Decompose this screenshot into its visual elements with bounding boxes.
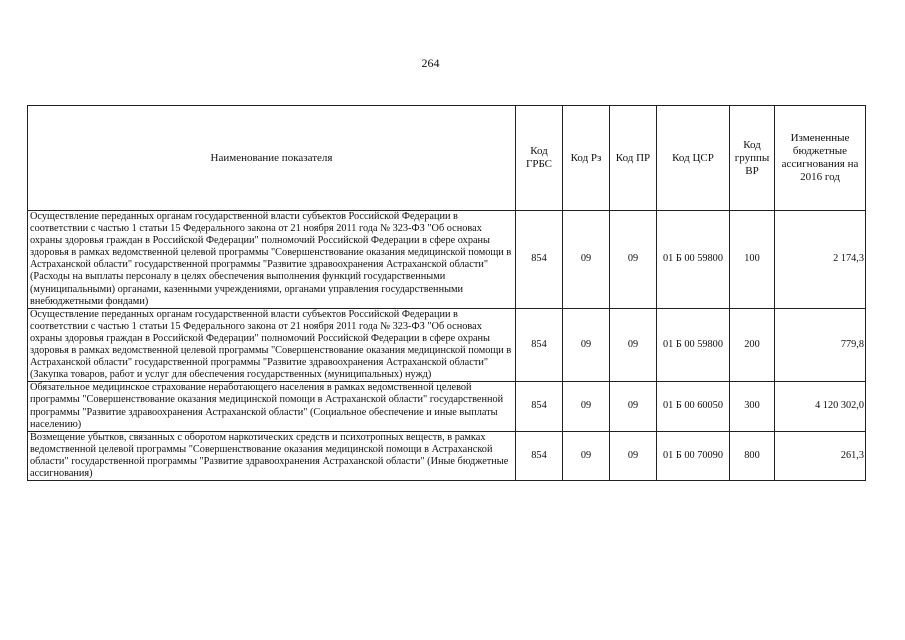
row-amount: 779,8 — [775, 308, 866, 382]
row-grbs: 854 — [516, 382, 563, 431]
row-grbs: 854 — [516, 308, 563, 382]
row-amount: 4 120 302,0 — [775, 382, 866, 431]
row-vr: 200 — [730, 308, 775, 382]
row-pr: 09 — [610, 211, 657, 309]
row-pr: 09 — [610, 308, 657, 382]
row-name: Осуществление переданных органам государственной власти субъектов Российской Федерации в соответствии с частью 1 статьи 15 Федерального закона от 21 ноября 2011 года № 323-ФЗ "Об основах охраны здоровья граждан в Российской Федерации" полномочий Российской Федерации в сфере охраны здоровья в рамках ведомственной целевой программы "Совершенствование оказания медицинской помощи в Астраханской области" государственной программы "Развитие здравоохранения Астраханской области" (Закупка товаров, работ и услуг для обеспечения государственных (муниципальных) нужд) — [28, 308, 516, 382]
row-rz: 09 — [563, 211, 610, 309]
row-name: Обязательное медицинское страхование неработающего населения в рамках ведомственной целевой программы "Совершенствование оказания медицинской помощи в Астраханской области" государственной программы "Развитие здравоохранения Астраханской области" (Социальное обеспечение и иные выплаты населению) — [28, 382, 516, 431]
row-name: Возмещение убытков, связанных с оборотом наркотических средств и психотропных веществ, в рамках ведомственной целевой программы "Совершенствование оказания медицинской помощи в Астраханской области" государственной программы "Развитие здравоохранения Астраханской области" (Иные бюджетные ассигнования) — [28, 431, 516, 480]
table-row — [28, 308, 866, 382]
header-rz: Код Рз — [563, 106, 610, 211]
row-csr: 01 Б 00 70090 — [657, 431, 730, 480]
row-name: Осуществление переданных органам государственной власти субъектов Российской Федерации в соответствии с частью 1 статьи 15 Федерального закона от 21 ноября 2011 года № 323-ФЗ "Об основах охраны здоровья граждан в Российской Федерации" полномочий Российской Федерации в сфере охраны здоровья в рамках ведомственной целевой программы "Совершенствование оказания медицинской помощи в Астраханской области" государственной программы "Развитие здравоохранения Астраханской области" (Расходы на выплаты персоналу в целях обеспечения выполнения функций государственными (муниципальными) органами, казенными учреждениями, органами управления государственными внебюджетными фондами) — [28, 211, 516, 309]
table-row — [28, 382, 866, 431]
row-pr: 09 — [610, 431, 657, 480]
row-rz: 09 — [563, 382, 610, 431]
row-vr: 800 — [730, 431, 775, 480]
budget-table — [27, 105, 866, 481]
row-rz: 09 — [563, 431, 610, 480]
row-vr: 300 — [730, 382, 775, 431]
row-pr: 09 — [610, 382, 657, 431]
row-amount: 2 174,3 — [775, 211, 866, 309]
header-vr: Код группы ВР — [730, 106, 775, 211]
row-amount: 261,3 — [775, 431, 866, 480]
header-grbs: Код ГРБС — [516, 106, 563, 211]
header-name: Наименование показателя — [28, 106, 516, 211]
row-grbs: 854 — [516, 431, 563, 480]
row-grbs: 854 — [516, 211, 563, 309]
table-row — [28, 431, 866, 480]
table-row — [28, 211, 866, 309]
header-csr: Код ЦСР — [657, 106, 730, 211]
header-pr: Код ПР — [610, 106, 657, 211]
row-csr: 01 Б 00 59800 — [657, 211, 730, 309]
row-csr: 01 Б 00 59800 — [657, 308, 730, 382]
row-rz: 09 — [563, 308, 610, 382]
header-amount: Измененные бюджетные ассигнования на 2016 год — [775, 106, 866, 211]
row-csr: 01 Б 00 60050 — [657, 382, 730, 431]
row-vr: 100 — [730, 211, 775, 309]
header-row — [28, 106, 866, 211]
page-number: 264 — [421, 56, 440, 70]
